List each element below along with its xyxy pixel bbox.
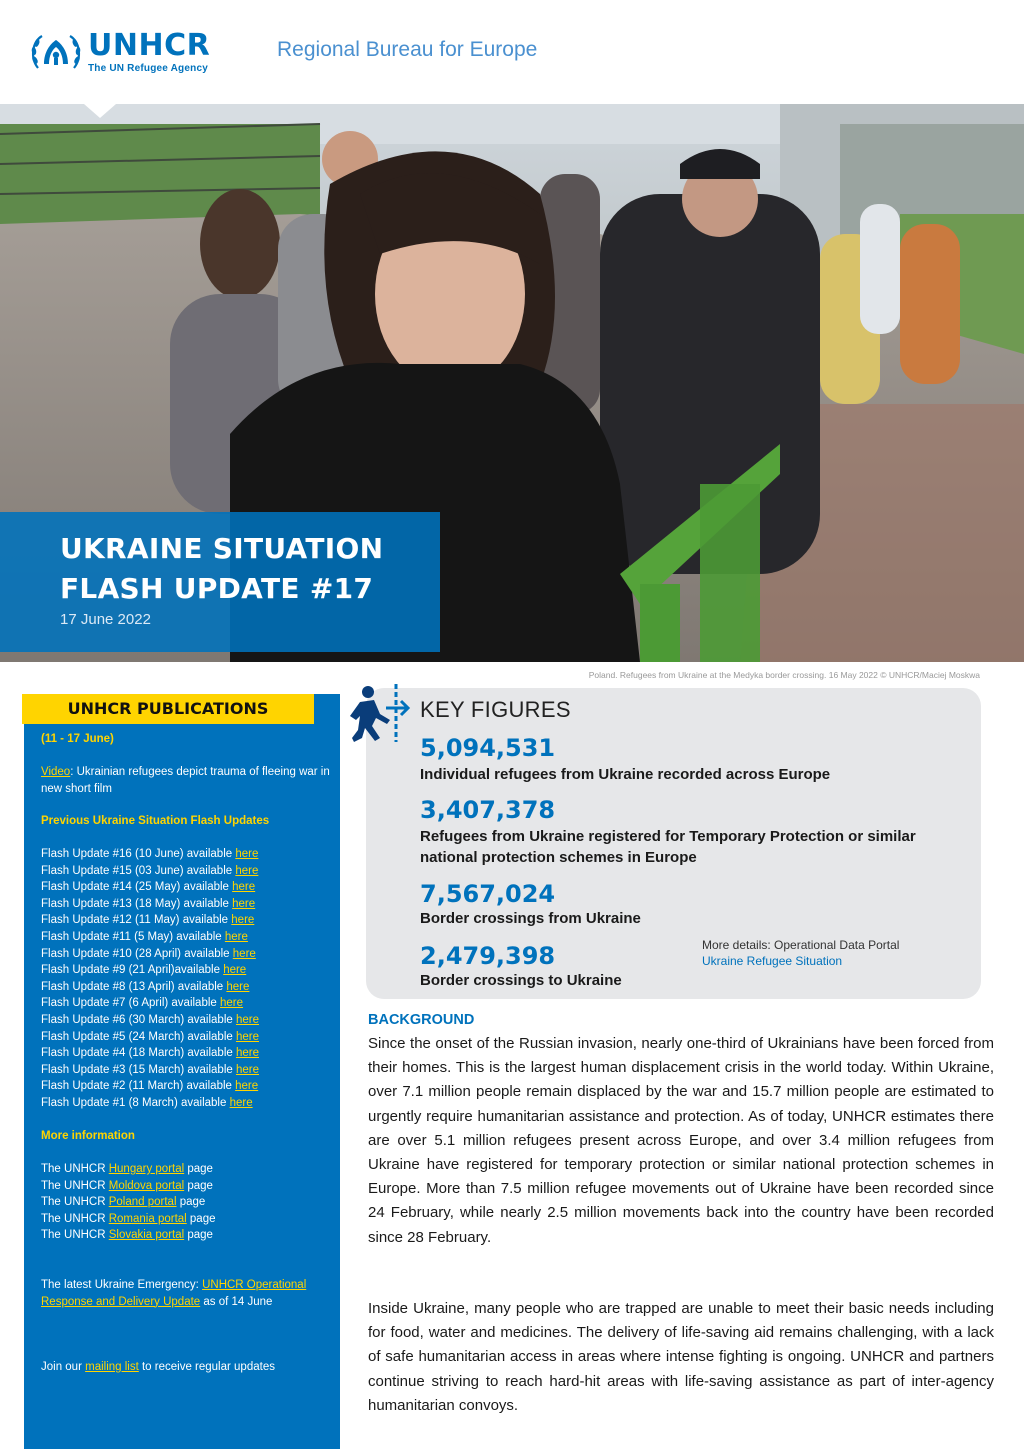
- flash-update-label: Flash Update #5 (24 March) available: [41, 1030, 236, 1043]
- flash-update-item: [41, 995, 331, 1012]
- portal-prefix: The UNHCR: [41, 1179, 109, 1192]
- bureau-name: Regional Bureau for Europe: [277, 38, 538, 61]
- figure-value-crossings-from: 7,567,024: [420, 880, 556, 908]
- mailing-list-item: [41, 1359, 331, 1376]
- flash-update-label: Flash Update #1 (8 March) available: [41, 1096, 230, 1109]
- figure-label-temporary-protection: Refugees from Ukraine registered for Temporary Protection or similar national protection schemes in Europe: [420, 828, 916, 866]
- flash-update-label: Flash Update #8 (13 April) available: [41, 980, 227, 993]
- flash-update-label: Flash Update #15 (03 June) available: [41, 864, 236, 877]
- flash-update-link[interactable]: here: [232, 897, 256, 910]
- flash-update-item: [41, 962, 331, 979]
- portal-item: [41, 1178, 331, 1195]
- portal-suffix: page: [184, 1163, 213, 1175]
- flash-update-item: [41, 946, 331, 963]
- flash-update-item: [41, 1078, 331, 1095]
- flash-update-item: [41, 912, 331, 929]
- flash-update-item: [41, 979, 331, 996]
- portal-item: [41, 1161, 331, 1178]
- data-portal-text: More details: Operational Data Portal: [702, 938, 900, 952]
- portal-list: [41, 1161, 331, 1244]
- latest-update-item: [41, 1277, 331, 1310]
- portal-link[interactable]: Moldova portal: [108, 1179, 185, 1192]
- flash-update-link[interactable]: here: [226, 980, 250, 993]
- title-line-1: UKRAINE SITUATION: [60, 532, 384, 565]
- latest-update-date: as of 14 June: [200, 1295, 273, 1308]
- flash-update-link[interactable]: here: [232, 947, 256, 960]
- flash-update-link[interactable]: here: [232, 881, 256, 894]
- mailing-list-text: Join our: [41, 1361, 86, 1373]
- portal-prefix: The UNHCR: [41, 1212, 109, 1225]
- background-paragraph-2: Inside Ukraine, many people who are trapped are unable to meet their basic needs including for food, water and medicines. The delivery of life-saving aid remains challenging, with a lack of safe humanitarian access in areas where intense fighting is ongoing. UNHCR and partners continue striving to reach hard-hit areas with life-saving assistance as part of inter-agency humanitarian convoys.: [368, 1300, 994, 1414]
- title-banner: [0, 512, 440, 652]
- portal-prefix: The UNHCR: [41, 1163, 109, 1175]
- flash-update-item: [41, 1012, 331, 1029]
- portal-suffix: page: [184, 1179, 213, 1192]
- portal-link[interactable]: Romania portal: [108, 1212, 187, 1225]
- portal-item: [41, 1227, 331, 1244]
- mailing-list-link[interactable]: mailing list: [85, 1361, 139, 1373]
- flash-update-link[interactable]: here: [224, 930, 248, 943]
- flash-update-label: Flash Update #6 (30 March) available: [41, 1013, 236, 1026]
- flash-update-label: Flash Update #14 (25 May) available: [41, 881, 233, 894]
- mailing-list-suffix: to receive regular updates: [138, 1361, 275, 1373]
- portal-link[interactable]: Poland portal: [108, 1196, 177, 1208]
- flash-update-item: [41, 879, 331, 896]
- flash-update-label: Flash Update #16 (10 June) available: [41, 848, 236, 860]
- figure-value-crossings-to: 2,479,398: [420, 942, 556, 970]
- flash-update-label: Flash Update #10 (28 April) available: [41, 947, 233, 960]
- flash-update-link[interactable]: here: [231, 914, 255, 927]
- flash-update-item: [41, 1062, 331, 1079]
- photo-caption: Poland. Refugees from Ukraine at the Medyka border crossing. 16 May 2022 © UNHCR/Maciej Moskwa: [588, 670, 980, 680]
- flash-update-list: [41, 846, 331, 1112]
- data-portal-note: [702, 937, 899, 969]
- logo-subtitle: The UN Refugee Agency: [88, 62, 208, 74]
- flash-update-link[interactable]: here: [235, 1013, 259, 1026]
- background-paragraph-1: Since the onset of the Russian invasion, nearly one-third of Ukrainians have been forced from their homes. This is the largest human displacement crisis in the world today. Within Ukraine, over 7.1 million people remain displaced by the war and 15.7 million people are estimated to urgently require humanitarian assistance and protection. As of today, UNHCR estimates there are over 5.1 million refugees present across Europe, and over 3.4 million refugees from Ukraine have registered for temporary protection or similar national protection schemes in Europe. More than 7.5 million refugee movements out of Ukraine have been recorded since 24 February, while nearly 2.5 million movements back into the country have been recorded since 28 February.: [368, 1035, 994, 1246]
- flash-update-label: Flash Update #2 (11 March) available: [41, 1080, 236, 1093]
- publications-period: (11 - 17 June): [41, 733, 114, 745]
- flash-update-label: Flash Update #11 (5 May) available: [41, 930, 225, 943]
- flash-update-link[interactable]: here: [235, 1030, 259, 1043]
- flash-update-label: Flash Update #12 (11 May) available: [41, 914, 232, 927]
- unhcr-logo[interactable]: [28, 27, 211, 74]
- video-item: [41, 764, 331, 797]
- flash-update-link[interactable]: here: [235, 848, 259, 860]
- portal-prefix: The UNHCR: [41, 1229, 109, 1241]
- portal-item: [41, 1194, 331, 1211]
- figure-label-refugees: Individual refugees from Ukraine recorded across Europe: [420, 766, 831, 783]
- figure-label-crossings-to: Border crossings to Ukraine: [420, 972, 622, 989]
- unhcr-emblem-icon: [28, 30, 84, 74]
- border-crossing-icon: [346, 680, 412, 746]
- flash-update-item: [41, 1029, 331, 1046]
- background-heading: BACKGROUND: [368, 1012, 475, 1028]
- data-portal-link[interactable]: Ukraine Refugee Situation: [702, 954, 843, 968]
- flash-update-link[interactable]: here: [235, 1063, 259, 1076]
- flash-update-label: Flash Update #9 (21 April)available: [41, 964, 224, 977]
- flash-update-item: [41, 1045, 331, 1062]
- report-date: 17 June 2022: [60, 611, 151, 628]
- flash-update-link[interactable]: here: [220, 997, 244, 1010]
- page-header: [0, 0, 1024, 104]
- portal-suffix: page: [184, 1229, 213, 1241]
- flash-update-item: [41, 896, 331, 913]
- flash-update-item: [41, 1095, 331, 1112]
- portal-prefix: The UNHCR: [41, 1196, 109, 1208]
- flash-update-link[interactable]: here: [223, 964, 247, 977]
- flash-update-link[interactable]: here: [235, 1047, 259, 1060]
- flash-update-label: Flash Update #3 (15 March) available: [41, 1063, 236, 1076]
- publications-heading: UNHCR PUBLICATIONS: [22, 694, 314, 724]
- portal-link[interactable]: Hungary portal: [108, 1163, 185, 1175]
- figure-value-temporary-protection: 3,407,378: [420, 796, 556, 824]
- portal-item: [41, 1211, 331, 1228]
- key-figures-title: KEY FIGURES: [420, 697, 571, 722]
- video-link[interactable]: Video: [41, 766, 71, 778]
- flash-update-label: Flash Update #13 (18 May) available: [41, 897, 233, 910]
- more-info-heading: More information: [41, 1130, 135, 1142]
- figure-value-refugees: 5,094,531: [420, 734, 556, 762]
- portal-suffix: page: [176, 1196, 206, 1208]
- latest-update-link[interactable]: UNHCR Operational Response and Delivery Update: [41, 1279, 307, 1308]
- flash-update-item: [41, 863, 331, 880]
- previous-updates-heading: Previous Ukraine Situation Flash Updates: [41, 815, 270, 827]
- portal-link[interactable]: Slovakia portal: [108, 1229, 185, 1241]
- logo-name: UNHCR: [88, 27, 211, 63]
- flash-update-link[interactable]: here: [235, 864, 259, 877]
- flash-update-label: Flash Update #7 (6 April) available: [41, 997, 220, 1010]
- flash-update-link[interactable]: here: [229, 1096, 253, 1109]
- flash-update-item: [41, 929, 331, 946]
- video-description: : Ukrainian refugees depict trauma of fleeing war in new short film: [41, 766, 330, 795]
- figure-label-crossings-from: Border crossings from Ukraine: [420, 910, 641, 927]
- flash-update-item: [41, 846, 331, 863]
- title-line-2: FLASH UPDATE #17: [60, 572, 374, 605]
- header-notch: [84, 104, 116, 118]
- latest-update-text: The latest Ukraine Emergency:: [41, 1279, 203, 1291]
- flash-update-link[interactable]: here: [235, 1080, 259, 1093]
- flash-update-label: Flash Update #4 (18 March) available: [41, 1047, 236, 1060]
- portal-suffix: page: [186, 1212, 216, 1225]
